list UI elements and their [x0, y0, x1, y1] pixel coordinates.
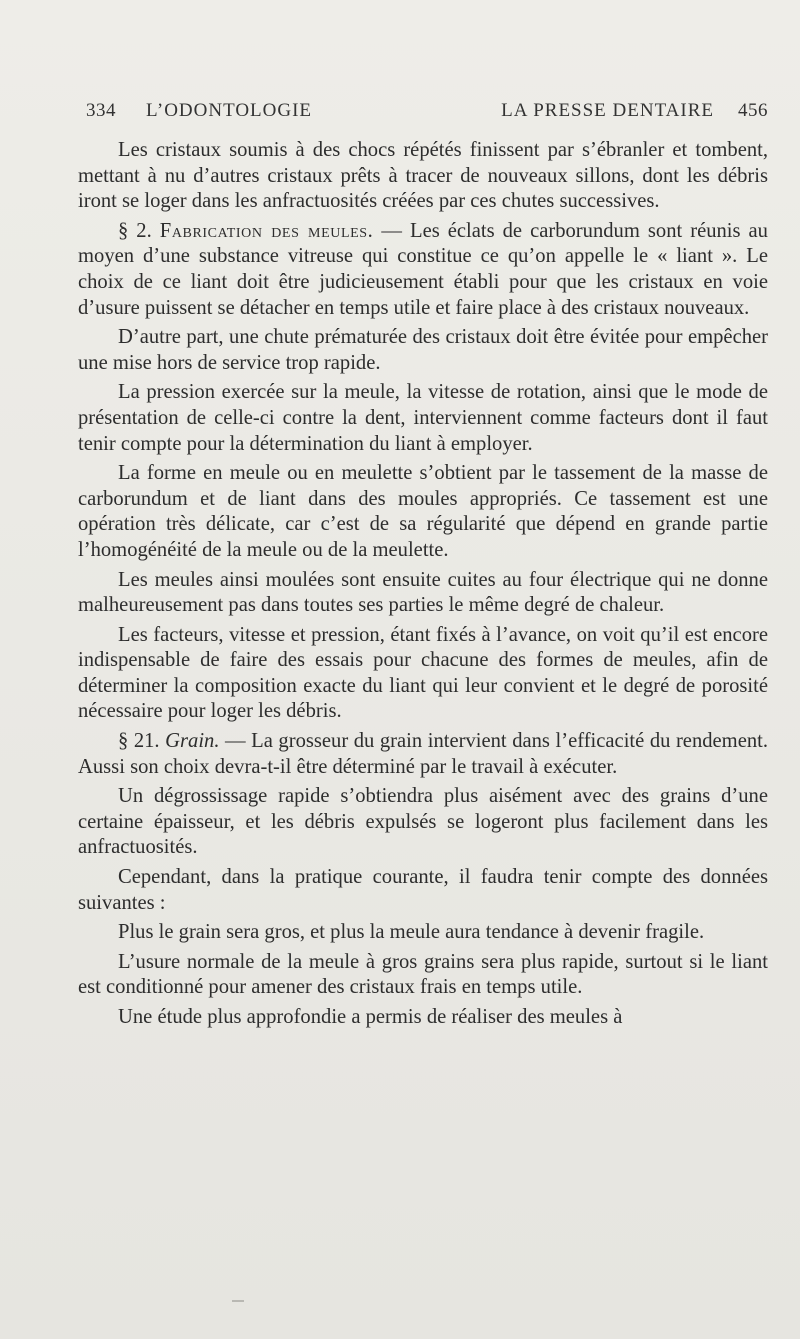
paragraph: La pression exercée sur la meule, la vitesse de rotation, ainsi que le mode de présentation de celle-ci contre la dent, interviennent comme facteurs dont il faut tenir compte pour la détermination du liant à employer.: [78, 381, 768, 455]
section-title-fabrication: Fabrication des meules.: [159, 219, 374, 242]
section-text: — Les éclats de carborundum sont réunis au moyen d’une substance vitreuse qui constitue ce qu’on appelle le « liant ». Le choix de ce liant doit être judicieusement établi pour que les cristaux en voie d’usure puissent se détacher en temps utile et faire place à des cristaux nouveaux.: [78, 219, 768, 319]
paragraph: La forme en meule ou en meulette s’obtient par le tassement de la masse de carborundum et de liant dans des moules appropriés. Ce tassement est une opération très délicate, car c’est de sa régularité que dépend en grande partie l’homogénéité de la meule ou de la meulette.: [78, 462, 768, 561]
paragraph: Les cristaux soumis à des chocs répétés finissent par s’ébranler et tombent, mettant à nu d’autres cristaux prêts à tracer de nouveaux sillons, dont les débris iront se loger dans les anfractuosités créées par ces chutes successives.: [78, 139, 768, 213]
paragraph: Les facteurs, vitesse et pression, étant fixés à l’avance, on voit qu’il est encore indispensable de faire des essais pour chacune des formes de meules, afin de déterminer la composition exacte du liant qui leur convient et le degré de porosité nécessaire pour loger les débris.: [78, 623, 768, 723]
section-heading-paragraph: [78, 729, 768, 780]
paragraph: Un dégrossissage rapide s’obtiendra plus aisément avec des grains d’une certaine épaisseur, et les débris expulsés se logeront plus facilement dans les anfractuosités.: [78, 785, 768, 859]
section-text: — La grosseur du grain intervient dans l’efficacité du rendement. Aussi son choix devra-t-il être déterminé par le travail à exécuter.: [78, 730, 769, 778]
paragraph: Cependant, dans la pratique courante, il faudra tenir compte des données suivantes :: [78, 866, 768, 914]
paragraph: L’usure normale de la meule à gros grains sera plus rapide, surtout si le liant est conditionné pour amener des cristaux frais en temps utile.: [78, 950, 768, 999]
paragraph: Les meules ainsi moulées sont ensuite cuites au four électrique qui ne donne malheureusement pas dans toutes ses parties le même degré de chaleur.: [78, 568, 768, 617]
section-title: LA PRESSE DENTAIRE: [501, 100, 714, 121]
page-number-left: 334: [86, 100, 116, 121]
running-head: [86, 100, 768, 128]
section-number: § 2.: [118, 219, 152, 242]
section-number: § 21.: [118, 730, 160, 753]
page-mark: [232, 1300, 244, 1302]
page-number-right: 456: [738, 100, 768, 121]
paragraph: Plus le grain sera gros, et plus la meule aura tendance à devenir fragile.: [118, 921, 705, 944]
paragraph: Une étude plus approfondie a permis de réaliser des meules à: [118, 1006, 623, 1028]
paragraph: D’autre part, une chute prématurée des cristaux doit être évitée pour empêcher une mise hors de service trop rapide.: [78, 326, 768, 374]
journal-title: L’ODONTOLOGIE: [146, 100, 313, 121]
body-text: [78, 138, 768, 1035]
section-title-grain: Grain.: [165, 730, 220, 753]
section-heading-paragraph: [78, 219, 768, 321]
